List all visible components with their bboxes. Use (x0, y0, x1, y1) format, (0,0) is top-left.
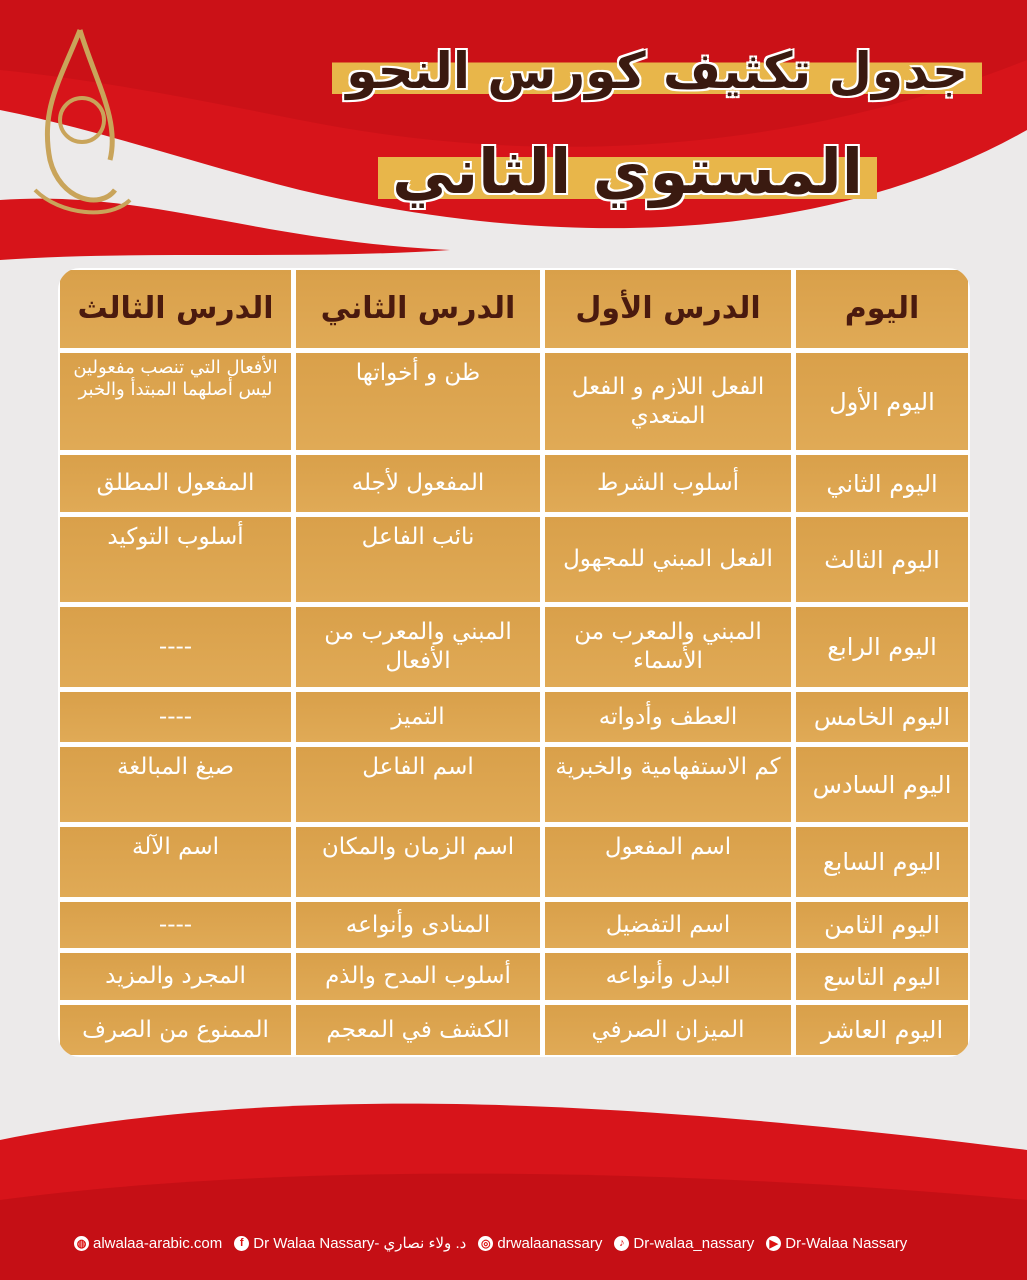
lesson-cell: ---- (60, 692, 291, 742)
lesson-cell: الممنوع من الصرف (60, 1005, 291, 1055)
lesson-cell: الميزان الصرفي (545, 1005, 791, 1055)
lesson-cell: اسم الزمان والمكان (296, 827, 540, 897)
lesson-cell: كم الاستفهامية والخبرية (545, 747, 791, 822)
lesson-cell: المفعول لأجله (296, 455, 540, 512)
lesson-cell: الكشف في المعجم (296, 1005, 540, 1055)
lesson-cell: المبني والمعرب من الأفعال (296, 607, 540, 687)
lesson-cell: أسلوب التوكيد (60, 517, 291, 602)
footer-link[interactable] (478, 1234, 602, 1252)
header-lesson-3: الدرس الثالث (60, 270, 291, 348)
lesson-cell: الأفعال التي تنصب مفعولين ليس أصلهما المبتدأ والخبر (60, 353, 291, 450)
lesson-cell: التميز (296, 692, 540, 742)
header-lesson-2: الدرس الثاني (296, 270, 540, 348)
lesson-cell: العطف وأدواته (545, 692, 791, 742)
tiktok-icon: ♪ (614, 1236, 629, 1251)
logo (20, 20, 140, 230)
instagram-icon: ◎ (478, 1236, 493, 1251)
globe-icon: ◍ (74, 1236, 89, 1251)
day-cell: اليوم الثامن (796, 902, 968, 948)
day-cell: اليوم الثاني (796, 455, 968, 512)
lesson-cell: ظن و أخواتها (296, 353, 540, 450)
day-cell: اليوم السادس (796, 747, 968, 822)
day-cell: اليوم الخامس (796, 692, 968, 742)
lesson-cell: أسلوب الشرط (545, 455, 791, 512)
footer-link[interactable] (74, 1234, 222, 1252)
footer-link-text: Dr-Walaa Nassary (785, 1234, 908, 1252)
lesson-cell: اسم المفعول (545, 827, 791, 897)
lesson-cell: أسلوب المدح والذم (296, 953, 540, 1000)
footer-link-text: alwalaa-arabic.com (93, 1234, 223, 1252)
lesson-cell: المنادى وأنواعه (296, 902, 540, 948)
youtube-icon: ▶ (766, 1236, 781, 1251)
title-line-2: المستوي الثاني (378, 135, 877, 208)
day-cell: اليوم الأول (796, 353, 968, 450)
title-line-1: جدول تكثيف كورس النحو (332, 42, 982, 100)
lesson-cell: نائب الفاعل (296, 517, 540, 602)
lesson-cell: المبني والمعرب من الأسماء (545, 607, 791, 687)
header-day: اليوم (796, 270, 968, 348)
schedule-table (58, 268, 970, 1057)
lesson-cell: اسم الفاعل (296, 747, 540, 822)
day-cell: اليوم الثالث (796, 517, 968, 602)
lesson-cell: صيغ المبالغة (60, 747, 291, 822)
day-cell: اليوم السابع (796, 827, 968, 897)
footer-link-text: Dr Walaa Nassary- د. ولاء نصاري (253, 1235, 467, 1252)
header-lesson-1: الدرس الأول (545, 270, 791, 348)
footer-link[interactable] (234, 1234, 466, 1252)
footer-social-links (74, 1234, 907, 1252)
lesson-cell: اسم التفضيل (545, 902, 791, 948)
day-cell: اليوم العاشر (796, 1005, 968, 1055)
day-cell: اليوم التاسع (796, 953, 968, 1000)
day-cell: اليوم الرابع (796, 607, 968, 687)
lesson-cell: ---- (60, 607, 291, 687)
lesson-cell: اسم الآلة (60, 827, 291, 897)
footer-link-text: Dr-walaa_nassary (633, 1234, 755, 1252)
footer-link[interactable] (766, 1234, 907, 1252)
lesson-cell: ---- (60, 902, 291, 948)
lesson-cell: البدل وأنواعه (545, 953, 791, 1000)
lesson-cell: المفعول المطلق (60, 455, 291, 512)
lesson-cell: الفعل المبني للمجهول (545, 517, 791, 602)
footer-link-text: drwalaanassary (497, 1234, 603, 1252)
lesson-cell: الفعل اللازم و الفعل المتعدي (545, 353, 791, 450)
lesson-cell: المجرد والمزيد (60, 953, 291, 1000)
footer-link[interactable] (614, 1234, 754, 1252)
facebook-icon: f (234, 1236, 249, 1251)
